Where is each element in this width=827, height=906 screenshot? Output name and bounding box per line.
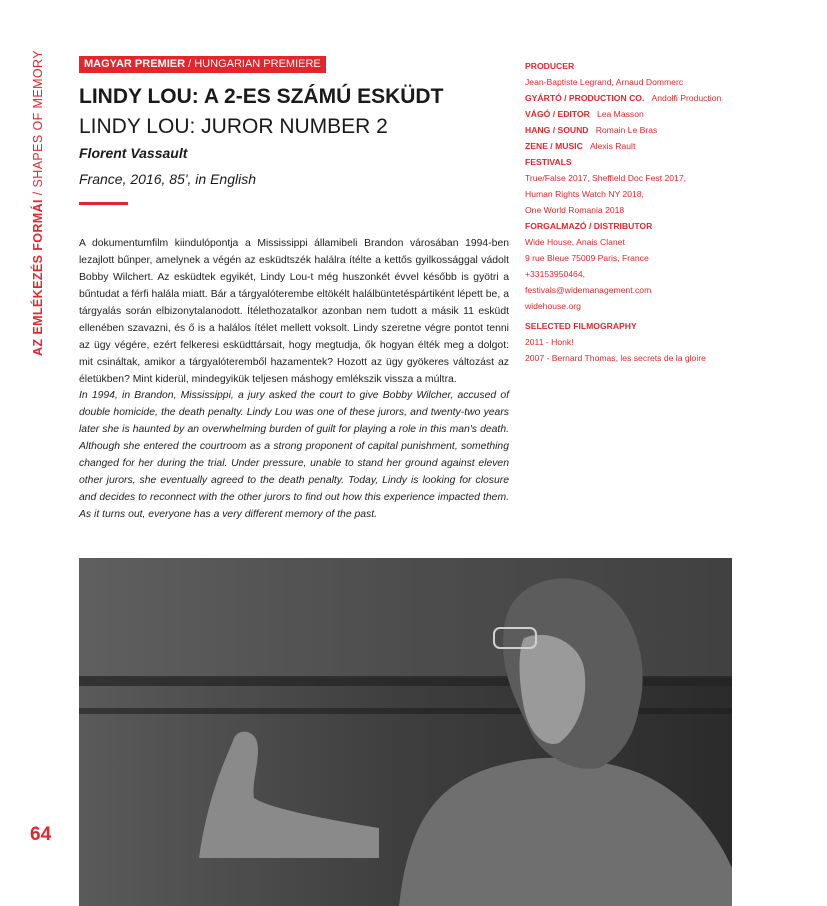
editor-row	[525, 106, 765, 122]
film-still-illustration	[79, 558, 732, 906]
section-title-en: / SHAPES OF MEMORY	[31, 50, 45, 200]
distributor-line: 9 rue Bleue 75009 Paris, France	[525, 253, 649, 263]
credits-column	[525, 58, 765, 366]
festivals-line: Human Rights Watch NY 2018,	[525, 189, 644, 199]
section-title-hu: AZ EMLÉKEZÉS FORMÁI	[31, 199, 45, 356]
music-row	[525, 138, 765, 154]
distributor-email: festivals@widemanagement.com	[525, 285, 652, 295]
film-title-english: LINDY LOU: JUROR NUMBER 2	[79, 115, 388, 138]
festivals-line: One World Romania 2018	[525, 205, 625, 215]
producer-label: PRODUCER	[525, 61, 575, 71]
premiere-badge	[79, 56, 326, 73]
sound-row	[525, 122, 765, 138]
production-row	[525, 90, 765, 106]
music-value: Alexis Rault	[589, 141, 636, 151]
production-value: Andolfi Production	[651, 93, 722, 103]
filmography-line: 2011 - Honk!	[525, 337, 574, 347]
production-label: GYÁRTÓ / PRODUCTION CO.	[525, 93, 645, 103]
distributor-line: Wide House, Anais Clanet	[525, 237, 625, 247]
distributor-label: FORGALMAZÓ / DISTRIBUTOR	[525, 221, 653, 231]
synopsis-english: In 1994, in Brandon, Mississippi, a jury asked the court to give Bobby Wilcher, accused of double homicide, the death penalty. Lindy Lou was one of these jurors, and twenty-two years later she is haunted by an overwhelming burden of guilt for playing a role in this man's death. Although she entered the courtroom as a strong proponent of capital punishment, something changed for her during the trial. Under pressure, unable to stand her ground against eleven other jurors, she eventually agreed to the death penalty. Today, Lindy is looking for closure and decides to reconnect with the other jurors to find out how this experience impacted them. As it turns out, everyone has a very different memory of the past.	[79, 390, 509, 520]
producer-value: Jean-Baptiste Legrand, Arnaud Dommerc	[525, 77, 684, 87]
synopsis-hungarian: A dokumentumfilm kiindulópontja a Mississippi államibeli Brandon városában 1994-ben lezajlott bűnper, amelynek a végén az esküdtszék halálra ítélte a kettős gyilkossággal vádolt Bobby Wilchert. Az esküdtek egyikét, Lindy Lou-t még huszonkét évvel később is gyötri a bűntudat a férfi halála miatt. Bár a tárgyalóterembe eltökélt halálbüntetéspártiként lépett be, a tárgyalás során elbizonytalanodott. Ítélethozatalkor azonban nem tudott a másik 11 esküdt ellenében szavazni, és ő is a halálos ítélet mellett voksolt. Lindy szeretne végre pontot tenni az ügy végére, ezért felkeresi esküdttársait, hogy megtudja, ők hogyan élték meg a dolgot: mit csináltak, amikor a tárgyalóteremből hazamentek? Hozott az ügy gyökeres változást az életükben? Mint kiderül, mindegyikük teljesen máshogy emlékszik vissza a múltra.	[79, 238, 509, 385]
editor-label: VÁGÓ / EDITOR	[525, 109, 590, 119]
film-meta: France, 2016, 85', in English	[79, 171, 257, 187]
filmography-line: 2007 - Bernard Thomas, les secrets de la gloire	[525, 353, 706, 363]
film-still-photo	[79, 558, 732, 906]
festivals-line: True/False 2017, Sheffield Doc Fest 2017,	[525, 173, 686, 183]
distributor-website: widehouse.org	[525, 301, 581, 311]
music-label: ZENE / MUSIC	[525, 141, 583, 151]
film-title-hungarian: LINDY LOU: A 2-ES SZÁMÚ ESKÜDT	[79, 85, 444, 108]
page-number: 64	[30, 824, 52, 845]
sound-value: Romain Le Bras	[595, 125, 658, 135]
filmography-label: SELECTED FILMOGRAPHY	[525, 321, 637, 331]
accent-divider	[79, 202, 128, 205]
sound-label: HANG / SOUND	[525, 125, 589, 135]
premiere-badge-en: / HUNGARIAN PREMIERE	[185, 58, 321, 70]
festivals-label: FESTIVALS	[525, 157, 572, 167]
premiere-badge-hu: MAGYAR PREMIER	[84, 58, 186, 70]
editor-value: Lea Masson	[596, 109, 644, 119]
director-name: Florent Vassault	[79, 145, 188, 161]
distributor-line: +33153950464,	[525, 269, 585, 279]
section-title-vertical	[31, 50, 45, 356]
